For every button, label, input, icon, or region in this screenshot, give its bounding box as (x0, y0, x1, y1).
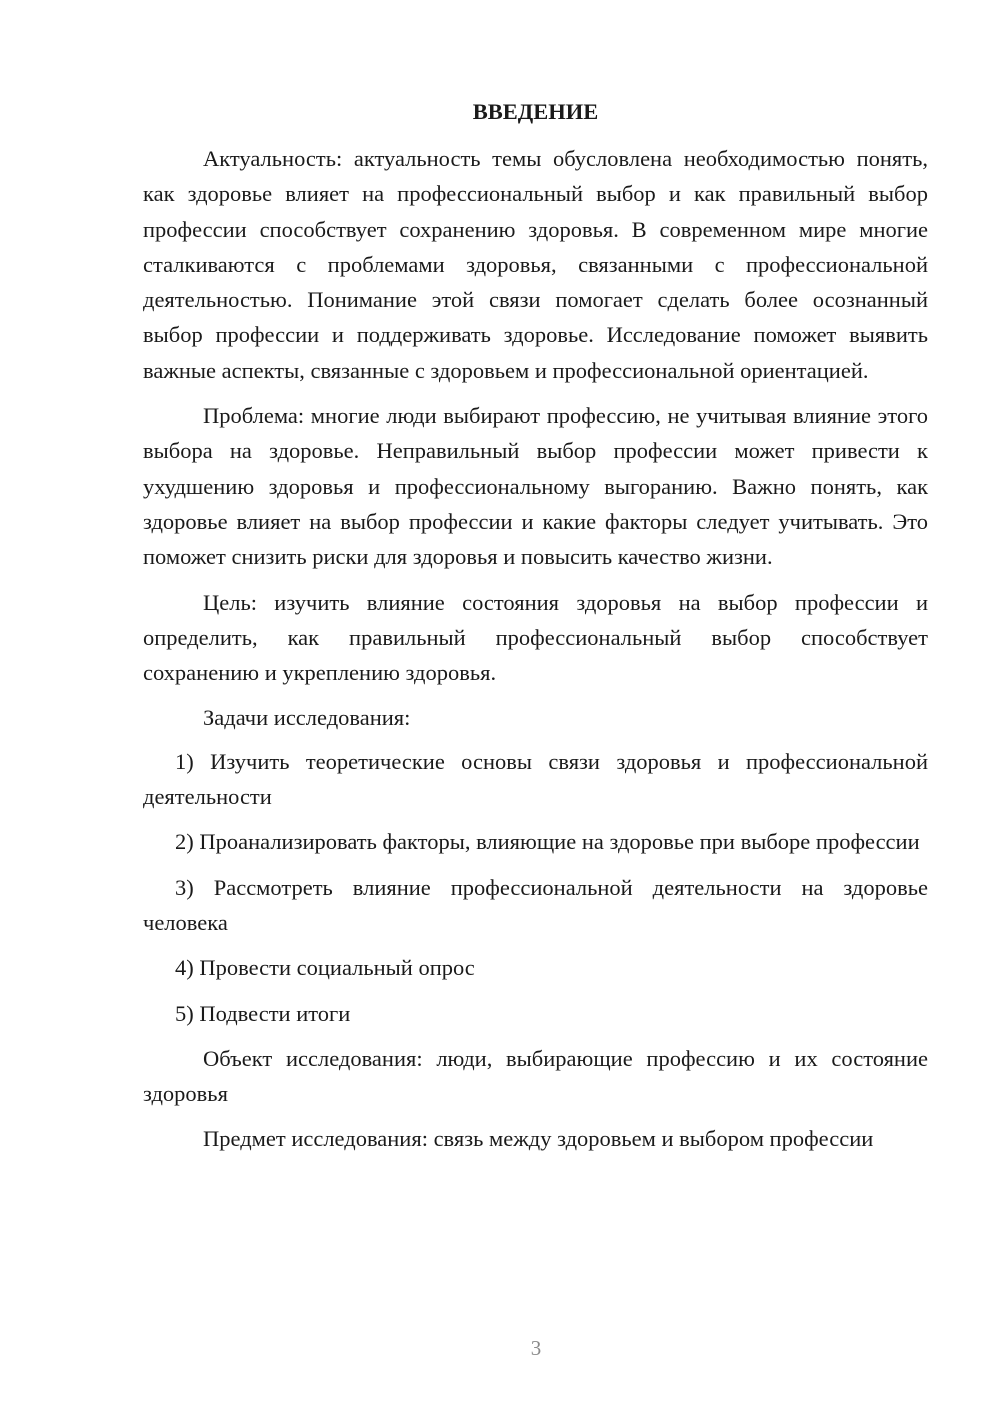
tasks-intro: Задачи исследования: (203, 705, 411, 731)
task-item-2: 2) Проанализировать факторы, влияющие на здоровье при выборе профессии (175, 829, 920, 855)
task-item-4: 4) Провести социальный опрос (175, 955, 475, 981)
task-item-5: 5) Подвести итоги (175, 1000, 351, 1026)
relevance-paragraph: Актуальность: актуальность темы обусловлена необходимостью понять, как здоровье влияет на профессиональный выбор и как правильный выбор профессии способствует сохранению здоровья. В современном мире многие сталкиваются с проблемами здоровья, связанными с профессиональной деятельностью. Понимание этой связи помогает сделать более осознанный выбор профессии и поддерживать здоровье. Исследование поможет выявить важные аспекты, связанные с здоровьем и профессиональной ориентацией. (143, 146, 928, 383)
page-content (143, 94, 928, 1167)
problem-paragraph: Проблема: многие люди выбирают профессию, не учитывая влияние этого выбора на здоровье. Неправильный выбор профессии может привести к ухудшению здоровья и профессиональному выгоранию. Важно понять, как здоровье влияет на выбор профессии и какие факторы следует учитывать. Это поможет снизить риски для здоровья и повысить качество жизни. (143, 403, 928, 570)
section-heading: ВВЕДЕНИЕ (472, 99, 599, 124)
task-item-3: 3) Рассмотреть влияние профессиональной деятельности на здоровье человека (143, 874, 928, 935)
page-number: 3 (530, 1336, 542, 1360)
goal-paragraph: Цель: изучить влияние состояния здоровья на выбор профессии и определить, как правильный профессиональный выбор способствует сохранению и укреплению здоровья. (143, 589, 928, 686)
research-subject-paragraph: Предмет исследования: связь между здоровьем и выбором профессии (203, 1126, 874, 1152)
task-item-1: 1) Изучить теоретические основы связи здоровья и профессиональной деятельности (143, 748, 928, 810)
research-object-paragraph: Объект исследования: люди, выбирающие профессию и их состояние здоровья (143, 1045, 928, 1107)
